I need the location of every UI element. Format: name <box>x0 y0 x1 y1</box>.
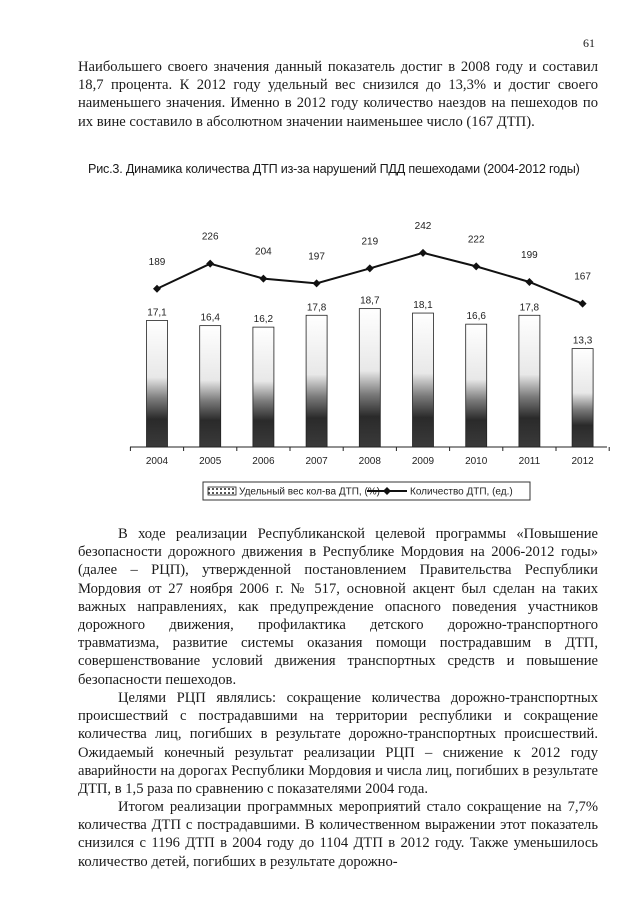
bar-2012 <box>572 349 593 447</box>
bar-value-label-2007: 17,8 <box>306 302 327 314</box>
paragraph-3: Целями РЦП являлись: сокращение количества дорожно-транспортных происшествий с пострадавшими на территории республики и сокращение количества лиц, погибших в результате дорожно-транспортных происшествий. Ожидаемый конечный результат реализации РЦП – снижение к 2012 году аварийности на дорогах Республики Мордовия и числа лиц, погибших в результате ДТП, в 1,5 раза по сравнению с показателями 2004 года. <box>78 690 598 798</box>
line-point-2008 <box>366 264 374 272</box>
line-value-label-2009: 242 <box>414 220 432 232</box>
page-number: 61 <box>583 36 595 50</box>
bar-2006 <box>253 327 274 447</box>
legend-bar-label: Удельный вес кол-ва ДТП, (%) <box>239 486 381 498</box>
bar-2008 <box>359 309 380 447</box>
bar-value-label-2012: 13,3 <box>572 335 593 347</box>
line-point-2007 <box>313 279 321 287</box>
x-tick-label-2004: 2004 <box>145 456 169 467</box>
bar-value-label-2004: 17,1 <box>147 307 167 319</box>
line-value-label-2010: 222 <box>467 234 485 246</box>
bar-value-label-2011: 17,8 <box>519 302 540 314</box>
legend-line-label: Количество ДТП, (ед.) <box>410 486 513 498</box>
line-point-2010 <box>472 262 480 270</box>
line-value-label-2008: 219 <box>361 236 379 248</box>
line-point-2011 <box>525 278 533 286</box>
bar-value-label-2005: 16,4 <box>200 312 220 324</box>
legend-bar-swatch <box>208 487 236 495</box>
line-value-label-2012: 167 <box>574 271 591 283</box>
line-point-2012 <box>579 300 587 308</box>
x-tick-label-2010: 2010 <box>465 456 488 467</box>
bar-value-label-2009: 18,1 <box>413 300 433 312</box>
x-tick-label-2006: 2006 <box>252 456 275 467</box>
bar-value-label-2010: 16,6 <box>466 311 486 323</box>
bar-2004 <box>147 320 168 447</box>
bar-2010 <box>466 324 487 447</box>
line-point-2004 <box>153 285 161 293</box>
line-value-label-2004: 189 <box>148 256 166 268</box>
x-tick-label-2012: 2012 <box>571 456 594 467</box>
line-value-label-2007: 197 <box>308 251 325 263</box>
x-tick-label-2005: 2005 <box>199 456 222 467</box>
paragraph-4: Итогом реализации программных мероприятий стало сокращение на 7,7% количества ДТП с пострадавшими. В количественном выражении этот показатель снизился с 1196 ДТП в 2004 году до 1104 ДТП в 2012 году. Также уменьшилось количество детей, погибших в результате дорожно- <box>78 799 598 870</box>
bar-value-label-2008: 18,7 <box>360 295 380 307</box>
paragraph-1: Наибольшего своего значения данный показатель достиг в 2008 году и составил 18,7 процента. К 2012 году удельный вес снизился до 13,3% и достиг своего наименьшего значения. Именно в 2012 году количество наездов на пешеходов по их вине составило в абсолютном значении наименьшее число (167 ДТП). <box>78 59 598 130</box>
line-point-2005 <box>206 260 214 268</box>
line-point-2009 <box>419 249 427 257</box>
bar-2011 <box>519 315 540 447</box>
bar-value-label-2006: 16,2 <box>253 314 274 326</box>
x-tick-label-2008: 2008 <box>358 456 381 467</box>
line-value-label-2011: 199 <box>521 249 538 261</box>
bar-2007 <box>306 315 327 447</box>
x-tick-label-2009: 2009 <box>411 456 435 467</box>
legend <box>203 482 530 500</box>
line-value-label-2005: 226 <box>201 231 219 243</box>
figure-caption: Рис.3. Динамика количества ДТП из-за нарушений ПДД пешеходами (2004-2012 годы) <box>88 162 580 176</box>
bar-2005 <box>200 326 221 447</box>
paragraph-2: В ходе реализации Республиканской целевой программы «Повышение безопасности дорожного движения в Республике Мордовия на 2006-2012 годы» (далее – РЦП), утвержденной постановлением Правительства Республики Мордовия от 27 ноября 2006 г. № 517, основной акцент был сделан на таких важных направлениях, как предупреждение опасного поведения участников дорожного движения, профилактика детского дорожно-транспортного травматизма, развитие системы оказания помощи пострадавшим в ДТП, совершенствование условий движения транспортных средств и повышение безопасности пешеходов. <box>78 526 598 688</box>
line-value-label-2006: 204 <box>255 246 272 258</box>
x-tick-label-2007: 2007 <box>305 456 328 467</box>
x-tick-label-2011: 2011 <box>518 456 541 467</box>
line-point-2006 <box>259 275 267 283</box>
bar-2009 <box>413 313 434 447</box>
